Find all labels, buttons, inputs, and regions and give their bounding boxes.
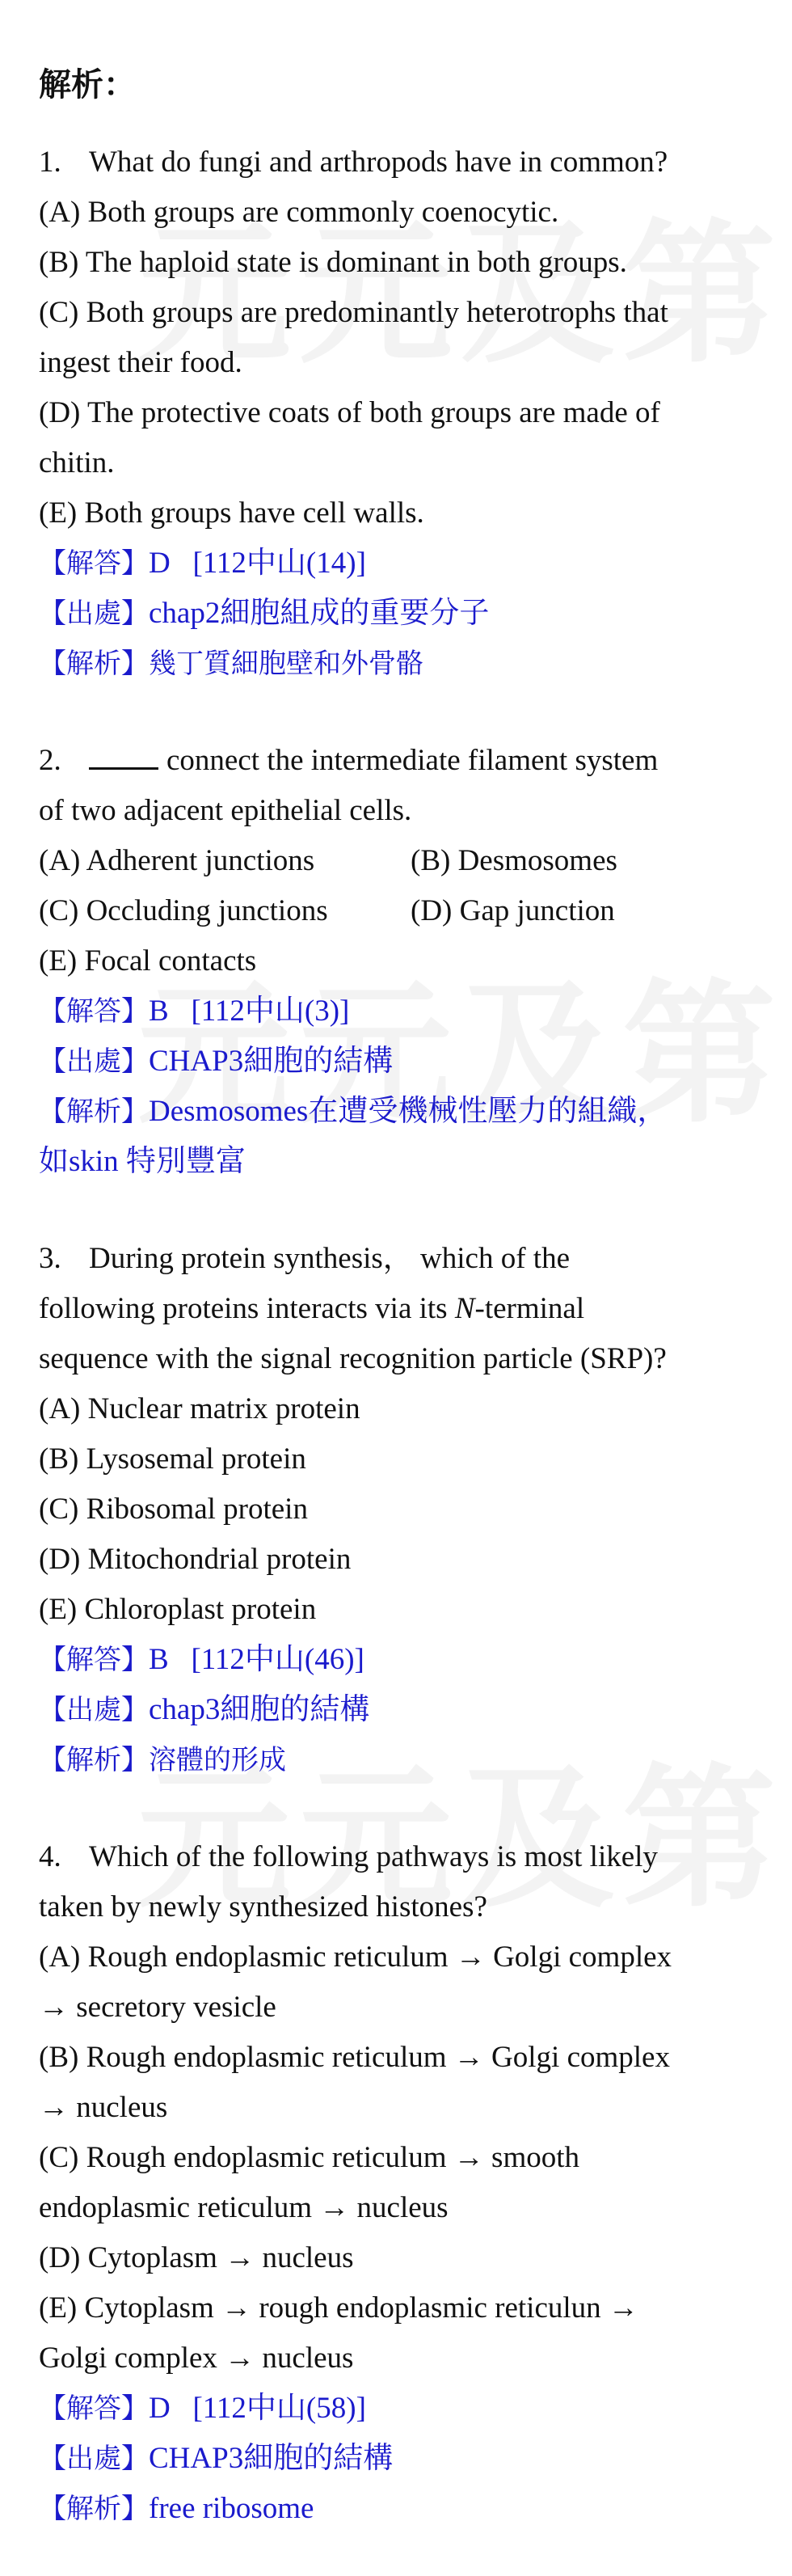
explanation-line: 【解析】free ribosome xyxy=(39,2492,314,2525)
option-c: (C) Occluding junctions xyxy=(39,894,328,927)
option-c-cont: ingest their food. xyxy=(39,346,242,379)
answer-value: B xyxy=(149,1643,169,1676)
question-4 xyxy=(39,1832,750,2534)
option-b: (B) Rough endoplasmic reticulum → Golgi complex xyxy=(39,2041,670,2074)
answer-source: [112中山(58)] xyxy=(192,2392,366,2425)
explanation-value: Desmosomes在遭受機械性壓力的組織， xyxy=(149,1095,668,1128)
option-c-cont: endoplasmic reticulum → nucleus xyxy=(39,2191,449,2224)
option-b: (B) Lysosemal protein xyxy=(39,1442,306,1476)
question-stem-cont: following proteins interacts via its N-terminal xyxy=(39,1292,585,1325)
explanation-value: 溶體的形成 xyxy=(149,1744,286,1776)
question-stem: 3. During protein synthesis， which of the xyxy=(39,1234,750,1284)
origin-line: 【出處】CHAP3細胞的結構 xyxy=(39,1045,394,1078)
option-a: (A) Adherent junctions xyxy=(39,844,315,877)
question-1 xyxy=(39,137,750,689)
explanation-value: 幾丁質細胞壁和外骨骼 xyxy=(149,648,423,680)
origin-line: 【出處】CHAP3細胞的結構 xyxy=(39,2442,394,2475)
option-e-cont: Golgi complex → nucleus xyxy=(39,2342,354,2375)
answer-source: [112中山(14)] xyxy=(192,547,366,580)
option-c: (C) Ribosomal protein xyxy=(39,1493,308,1526)
answer-line: 【解答】B [112中山(46)] xyxy=(39,1643,364,1676)
question-stem-cont: sequence with the signal recognition particle (SRP)? xyxy=(39,1342,667,1375)
answer-line: 【解答】D [112中山(58)] xyxy=(39,2392,366,2425)
option-a: (A) Rough endoplasmic reticulum → Golgi complex xyxy=(39,1940,672,1974)
option-d: (D) The protective coats of both groups are made of xyxy=(39,396,660,429)
origin-value: CHAP3細胞的結構 xyxy=(149,1045,394,1078)
answer-source: [112中山(3)] xyxy=(191,995,350,1028)
explanation-line: 【解析】溶體的形成 xyxy=(39,1744,286,1776)
option-a: (A) Both groups are commonly coenocytic. xyxy=(39,196,559,229)
option-e: (E) Cytoplasm → rough endoplasmic reticulun → xyxy=(39,2291,638,2325)
question-2 xyxy=(39,736,750,1187)
option-e: (E) Chloroplast protein xyxy=(39,1593,317,1626)
answer-block xyxy=(39,1635,750,1785)
explanation-line: 【解析】Desmosomes在遭受機械性壓力的組織， xyxy=(39,1095,668,1128)
answer-line: 【解答】D [112中山(14)] xyxy=(39,547,366,580)
question-stem: 1. What do fungi and arthropods have in common? xyxy=(39,137,750,188)
answer-value: D xyxy=(149,2392,171,2425)
option-b: (B) Desmosomes xyxy=(411,844,617,877)
answer-block xyxy=(39,986,750,1187)
option-d-cont: chitin. xyxy=(39,446,115,479)
question-stem-cont: taken by newly synthesized histones? xyxy=(39,1890,487,1924)
option-a-cont: → secretory vesicle xyxy=(39,1991,276,2024)
answer-line: 【解答】B [112中山(3)] xyxy=(39,995,350,1028)
answer-block xyxy=(39,2384,750,2534)
answer-block xyxy=(39,538,750,689)
answer-value: D xyxy=(149,547,171,580)
explanation-line-cont: 如skin 特別豐富 xyxy=(39,1145,246,1178)
option-row xyxy=(39,836,750,886)
option-e: (E) Focal contacts xyxy=(39,944,257,978)
question-stem: 4. Which of the following pathways is most likely xyxy=(39,1832,750,1882)
option-e: (E) Both groups have cell walls. xyxy=(39,496,424,530)
answer-source: [112中山(46)] xyxy=(191,1643,364,1676)
question-stem-cont: of two adjacent epithelial cells. xyxy=(39,794,412,827)
question-number: 3. xyxy=(39,1242,61,1275)
option-c: (C) Rough endoplasmic reticulum → smooth xyxy=(39,2141,579,2174)
question-number: 2. xyxy=(39,744,61,777)
fill-in-blank xyxy=(89,746,158,770)
option-b: (B) The haploid state is dominant in both groups. xyxy=(39,246,627,279)
question-stem: 2. connect the intermediate filament system xyxy=(39,736,750,786)
question-number: 4. xyxy=(39,1840,61,1873)
explanation-line: 【解析】幾丁質細胞壁和外骨骼 xyxy=(39,648,423,680)
option-row xyxy=(39,886,750,936)
option-b-cont: → nucleus xyxy=(39,2091,168,2124)
origin-value: chap3細胞的結構 xyxy=(149,1693,370,1726)
option-d: (D) Cytoplasm → nucleus xyxy=(39,2241,354,2274)
origin-line: 【出處】chap2細胞組成的重要分子 xyxy=(39,597,490,630)
origin-value: chap2細胞組成的重要分子 xyxy=(149,597,490,630)
answer-value: B xyxy=(149,995,169,1028)
page-heading: 解析： xyxy=(39,66,136,103)
question-3 xyxy=(39,1234,750,1785)
option-d: (D) Gap junction xyxy=(411,894,615,927)
question-number: 1. xyxy=(39,146,61,179)
origin-value: CHAP3細胞的結構 xyxy=(149,2442,394,2475)
origin-line: 【出處】chap3細胞的結構 xyxy=(39,1693,370,1726)
option-d: (D) Mitochondrial protein xyxy=(39,1543,352,1576)
explanation-value: free ribosome xyxy=(149,2492,314,2525)
option-a: (A) Nuclear matrix protein xyxy=(39,1392,360,1425)
option-c: (C) Both groups are predominantly heterotrophs that xyxy=(39,296,668,329)
